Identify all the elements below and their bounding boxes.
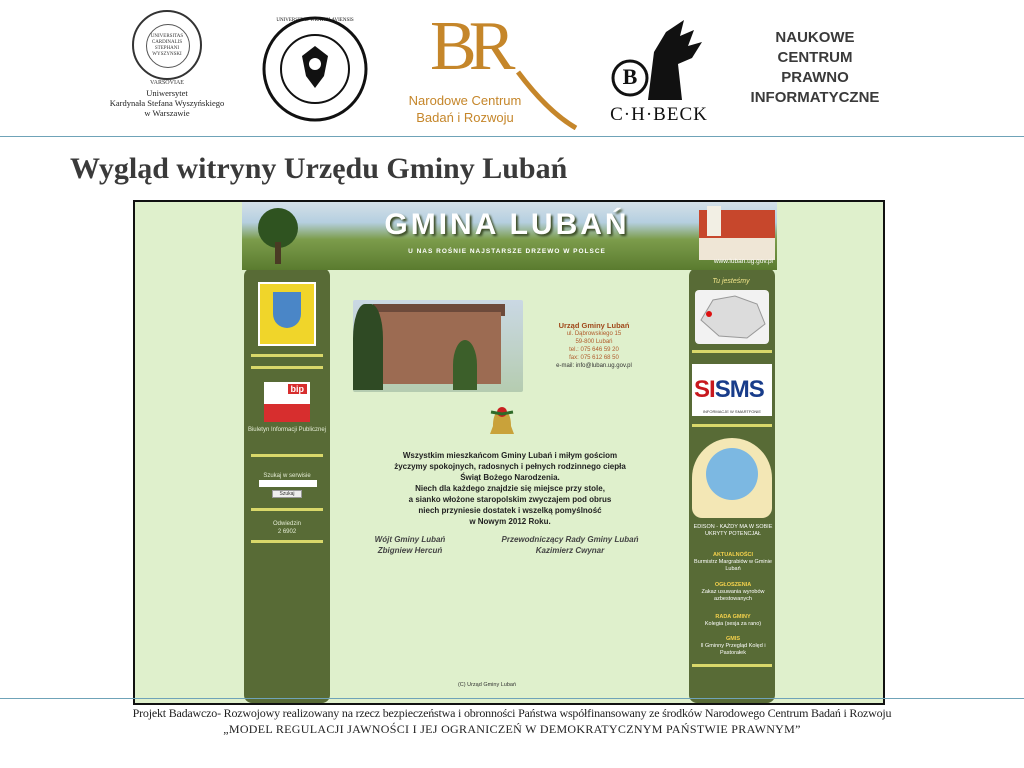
- uksw-seal-icon: [132, 10, 202, 80]
- uwr-seal-text: UNIVERSITAS WRATISLAVIENSIS: [276, 18, 354, 23]
- news-text: Zakaz usuwania wyrobów azbestowanych: [701, 589, 765, 602]
- ncpi-logo: [740, 28, 890, 108]
- office-name: Urząd Gminy Lubań: [558, 321, 630, 330]
- ncbr-name-line-1: Narodowe Centrum: [408, 93, 522, 108]
- visits-label: Odwiedzin: [272, 521, 301, 527]
- right-divider: [692, 350, 772, 353]
- chbeck-name: C·H·BECK: [610, 104, 708, 125]
- office-email[interactable]: e-mail: info@luban.ug.gov.pl: [556, 363, 632, 369]
- uksw-seal-text: UNIVERSITAS CARDINALIS STEPHANI WYSZYNSKI: [150, 34, 184, 57]
- edison-caption[interactable]: EDISON - KAŻDY MA W SOBIE UKRYTY POTENCJAŁ: [693, 524, 773, 537]
- footer-title: „MODEL REGULACJI JAWNOŚCI I JEJ OGRANICZEŃ W DEMOKRATYCZNYM PAŃSTWIE PRAWNYM”: [223, 722, 801, 736]
- uwr-seal-icon: [262, 16, 368, 122]
- news-item[interactable]: [689, 636, 777, 657]
- where-label: Tu jesteśmy: [712, 278, 750, 285]
- chbeck-monogram: B: [622, 64, 638, 89]
- church-image: [699, 210, 775, 260]
- signature-name: Zbigniew Hercuń: [377, 546, 443, 555]
- sisms-part2: SMS: [714, 376, 764, 403]
- bip-logo[interactable]: [264, 382, 310, 422]
- left-divider: [251, 454, 323, 457]
- slide-title: Wygląd witryny Urzędu Gminy Lubań: [70, 152, 568, 185]
- site-copyright: (C) Urząd Gminy Lubań: [457, 682, 517, 688]
- office-fax: fax: 075 612 68 50: [569, 355, 619, 361]
- news-text: II Gminny Przegląd Kolęd i Pastorałek: [700, 643, 766, 656]
- tree-icon: [256, 206, 300, 264]
- signature-council: [480, 534, 660, 556]
- banner-url[interactable]: www.luban.ug.gov.pl: [713, 258, 773, 265]
- wish-line: a sianko włożone staropolskim zwyczajem pod obrus: [408, 495, 612, 504]
- sisms-banner[interactable]: [692, 364, 772, 416]
- sisms-caption: INFORMACJE W SMARTFONIE: [702, 409, 762, 414]
- search-input[interactable]: [259, 480, 317, 487]
- signature-title: Wójt Gminy Lubań: [374, 535, 446, 544]
- news-item[interactable]: [689, 614, 777, 628]
- uksw-name-line-2: Kardynała Stefana Wyszyńskiego: [109, 98, 225, 108]
- wish-line: Wszystkim mieszkańcom Gminy Lubań i miłym gościom: [402, 451, 618, 460]
- wish-line: niech przyniesie dostatek i wszelką pomyślność: [418, 506, 602, 515]
- top-divider: [0, 136, 1024, 137]
- ncbr-name: [400, 92, 530, 126]
- signature-name: Kazimierz Cwynar: [535, 546, 605, 555]
- uksw-name-line-1: Uniwersytet: [146, 88, 188, 98]
- news-head: OGŁOSZENIA: [714, 582, 752, 588]
- ncpi-line-4: INFORMATYCZNE: [750, 89, 880, 106]
- signature-title: Przewodniczący Rady Gminy Lubań: [501, 535, 639, 544]
- wish-line: Świąt Bożego Narodzenia.: [460, 473, 560, 482]
- uksw-name-line-3: w Warszawie: [144, 108, 190, 118]
- news-head: RADA GMINY: [715, 614, 751, 620]
- left-divider: [251, 366, 323, 369]
- office-photo: [353, 300, 523, 392]
- uwr-logo: [262, 16, 368, 122]
- left-divider: [251, 540, 323, 543]
- site-banner: [242, 202, 777, 270]
- ncpi-line-3: PRAWNO: [781, 69, 849, 86]
- bip-caption[interactable]: Biuletyn Informacji Publicznej: [247, 427, 327, 433]
- bip-tag: bip: [288, 384, 308, 394]
- uksw-seal-tag: VARSOVIAE: [150, 80, 184, 86]
- location-map[interactable]: [695, 290, 769, 344]
- banner-title: GMINA LUBAŃ: [384, 208, 630, 241]
- footer-project: Projekt Badawczo- Rozwojowy realizowany na rzecz bezpieczeństwa i obronności Państwa współfinansowany ze środków Narodowego Centrum Badań i Rozwoju: [132, 706, 892, 720]
- news-head: AKTUALNOŚCI: [712, 552, 754, 558]
- griffin-icon: [608, 12, 710, 104]
- wish-line: Niech dla każdego znajdzie się miejsce przy stole,: [415, 484, 605, 493]
- left-divider: [251, 508, 323, 511]
- coat-of-arms-icon[interactable]: [258, 282, 316, 346]
- news-text: Burmistrz Margrabiów w Gminie Lubań: [694, 559, 772, 572]
- office-street: ul. Dąbrowskiego 15: [566, 331, 622, 337]
- office-city: 59-800 Lubań: [575, 339, 613, 345]
- ncpi-line-1: NAUKOWE: [775, 29, 855, 46]
- search-label: Szukaj w serwisie: [263, 473, 311, 479]
- news-item[interactable]: [689, 552, 777, 573]
- banner-subtitle: U NAS ROŚNIE NAJSTARSZE DRZEWO W POLSCE: [408, 248, 606, 255]
- christmas-bells-icon: [487, 406, 517, 442]
- wish-line: życzymy spokojnych, radosnych i pełnych rodzinnego ciepła: [394, 462, 626, 471]
- wish-line: w Nowym 2012 Roku.: [469, 517, 551, 526]
- edison-image[interactable]: [692, 438, 772, 518]
- left-divider: [251, 354, 323, 357]
- news-head: GMIS: [725, 636, 741, 642]
- bottom-divider: [0, 698, 1024, 699]
- ncbr-name-line-2: Badań i Rozwoju: [416, 110, 514, 125]
- right-divider: [692, 664, 772, 667]
- office-tel: tel.: 075 646 59 20: [569, 347, 619, 353]
- christmas-wishes: [350, 450, 670, 527]
- ncbr-letters: BR: [430, 8, 508, 85]
- visits-count: 2 6902: [277, 529, 297, 535]
- signature-mayor: [365, 534, 455, 556]
- news-text: Kolegia (sesja za rano): [704, 621, 762, 627]
- right-divider: [692, 424, 772, 427]
- uksw-logo: [96, 10, 238, 132]
- search-button[interactable]: Szukaj: [272, 490, 302, 498]
- ncbr-logo: [398, 8, 578, 130]
- chbeck-logo: [608, 12, 710, 130]
- sisms-part1: SI: [694, 376, 715, 403]
- website-screenshot: [133, 200, 885, 705]
- ncpi-line-2: CENTRUM: [777, 49, 853, 66]
- office-address: [535, 322, 653, 370]
- news-item[interactable]: [689, 582, 777, 603]
